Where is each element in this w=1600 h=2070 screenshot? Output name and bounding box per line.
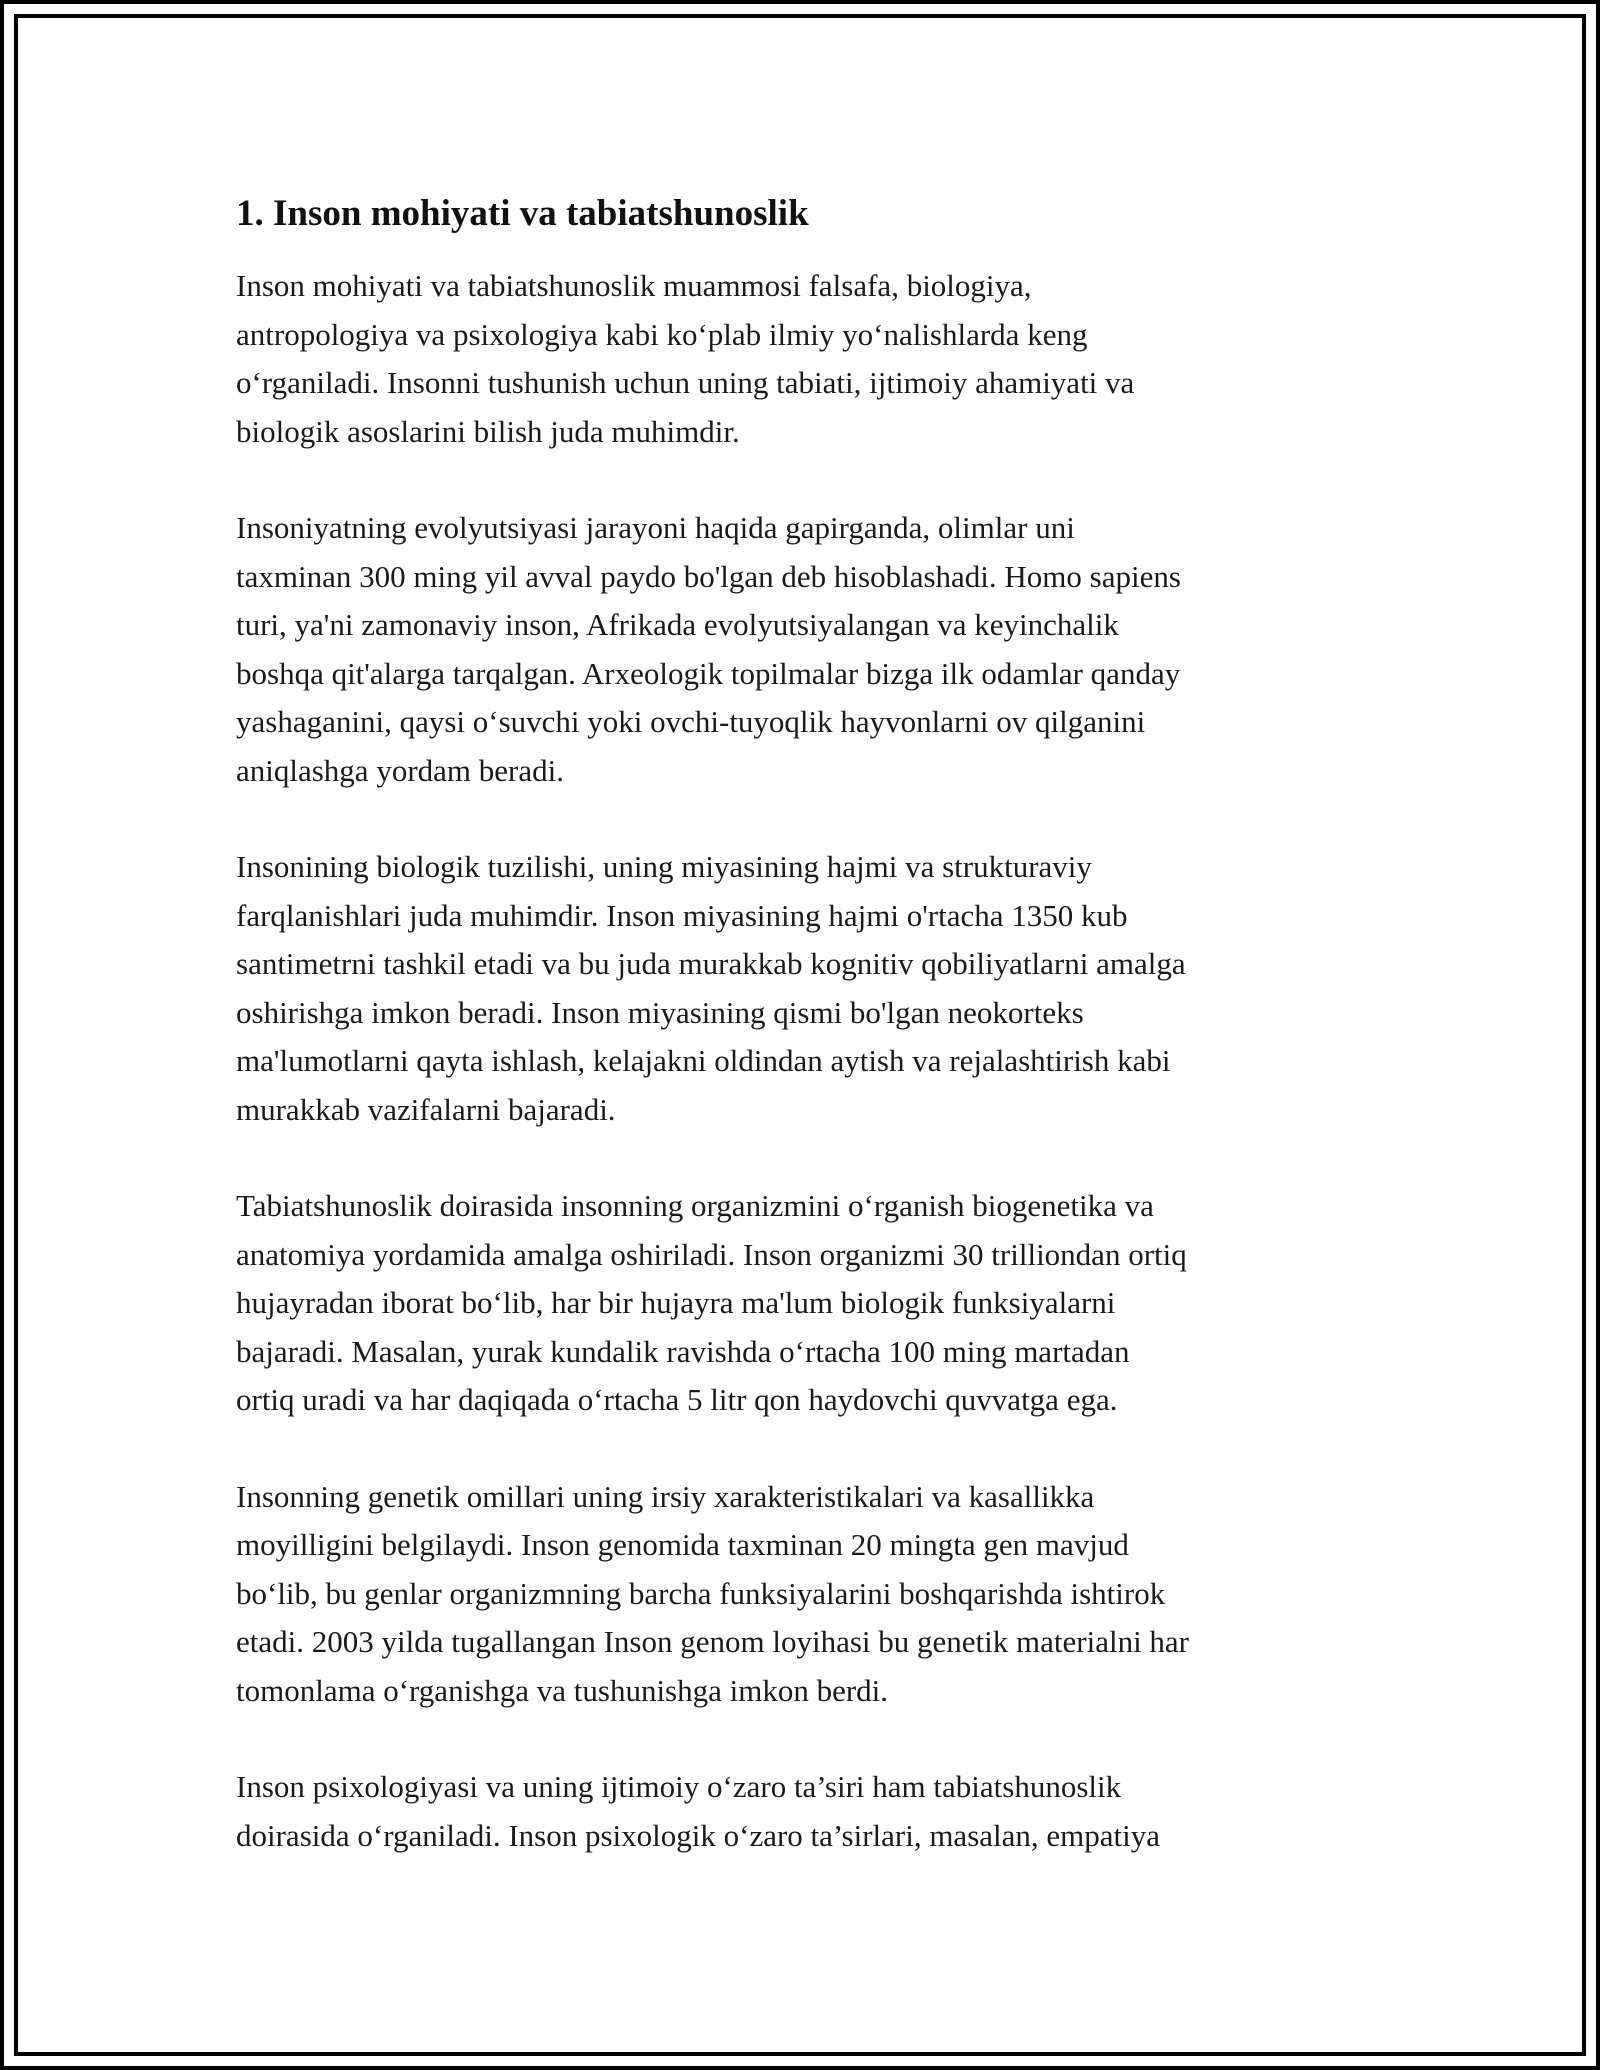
section-heading: 1. Inson mohiyati va tabiatshunoslik (236, 193, 809, 234)
paragraph-3: Insonining biologik tuzilishi, uning miyasining hajmi va strukturaviy farqlanishlari juda muhimdir. Inson miyasining hajmi o'rtacha 1350 kub santimetrni tashkil etadi va bu juda murakkab kognitiv qobiliyatlarni amalga oshirishga imkon beradi. Inson miyasining qismi bo'lgan neokorteks ma'lumotlarni qayta ishlash, kelajakni oldindan aytish va rejalashtirish kabi murakkab vazifalarni bajaradi. (236, 849, 1186, 1127)
paragraph-2: Insoniyatning evolyutsiyasi jarayoni haqida gapirganda, olimlar uni taxminan 300 ming yil avval paydo bo'lgan deb hisoblashadi. Homo sapiens turi, ya'ni zamonaviy inson, Afrikada evolyutsiyalangan va keyinchalik boshqa qit'alarga tarqalgan. Arxeologik topilmalar bizga ilk odamlar qanday yashaganini, qaysi o‘suvchi yoki ovchi-tuyoqlik hayvonlarni ov qilganini aniqlashga yordam beradi. (236, 510, 1181, 788)
paragraph-5: Insonning genetik omillari uning irsiy xarakteristikalari va kasallikka moyilligini belgilaydi. Inson genomida taxminan 20 mingta gen mavjud bo‘lib, bu genlar organizmning barcha funksiyalarini boshqarishda ishtirok etadi. 2003 yilda tugallangan Inson genom loyihasi bu genetik materialni har tomonlama o‘rganishga va tushunishga imkon berdi. (236, 1478, 1190, 1708)
document-body (236, 186, 1386, 1908)
paragraph-1: Inson mohiyati va tabiatshunoslik muammosi falsafa, biologiya, antropologiya va psixologiya kabi ko‘plab ilmiy yo‘nalishlarda keng o‘rganiladi. Insonni tushunish uchun uning tabiati, ijtimoiy ahamiyati va biologik asoslarini bilish juda muhimdir. (236, 268, 1135, 449)
paragraph-4: Tabiatshunoslik doirasida insonning organizmini o‘rganish biogenetika va anatomiya yordamida amalga oshiriladi. Inson organizmi 30 trilliondan ortiq hujayradan iborat bo‘lib, har bir hujayra ma'lum biologik funksiyalarni bajaradi. Masalan, yurak kundalik ravishda o‘rtacha 100 ming martadan ortiq uradi va har daqiqada o‘rtacha 5 litr qon haydovchi quvvatga ega. (236, 1188, 1187, 1417)
paragraph-6: Inson psixologiyasi va uning ijtimoiy o‘zaro ta’siri ham tabiatshunoslik doirasida o‘rganiladi. Inson psixologik o‘zaro ta’sirlari, masalan, empatiya (236, 1769, 1161, 1853)
